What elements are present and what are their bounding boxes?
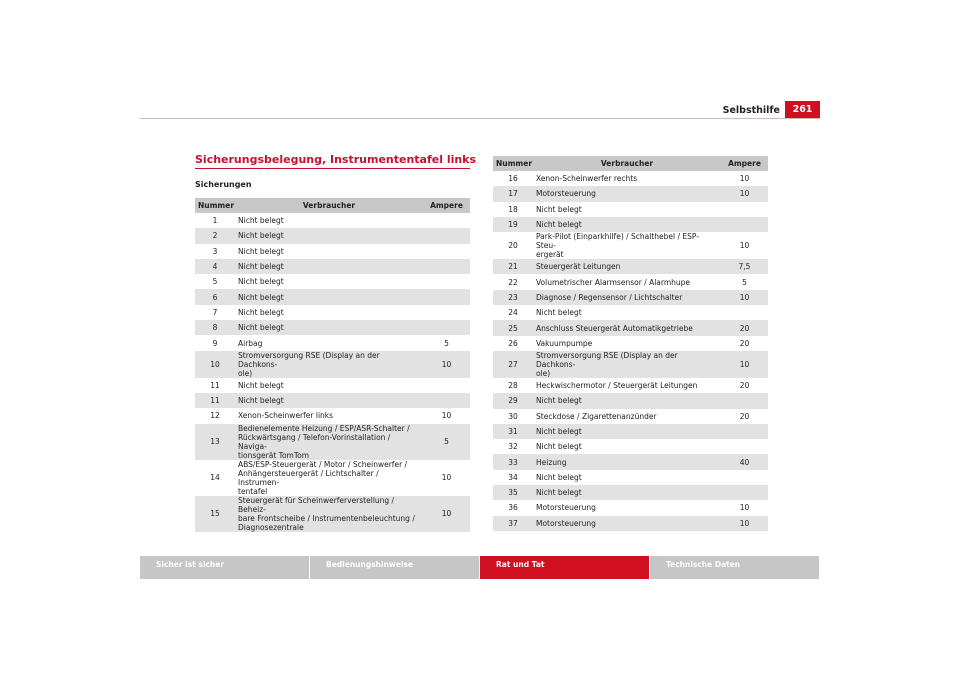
fuse-number-cell: 30 bbox=[508, 411, 518, 421]
fuse-consumer-cell: Steckdose / Zigarettenanzünder bbox=[536, 411, 657, 421]
table-row bbox=[493, 439, 768, 454]
table-row bbox=[493, 217, 768, 232]
fuse-consumer-cell: Nicht belegt bbox=[235, 393, 423, 408]
table-row bbox=[493, 290, 768, 305]
fuse-consumer-cell: Nicht belegt bbox=[238, 246, 284, 256]
fuse-consumer-cell: Stromversorgung RSE (Display an der Dachkons- ole) bbox=[235, 351, 423, 378]
fuse-number-cell: 5 bbox=[212, 277, 218, 287]
fuse-ampere-cell: 20 bbox=[739, 411, 750, 421]
fuse-consumer-cell: Volumetrischer Alarmsensor / Alarmhupe bbox=[536, 277, 691, 287]
fuse-number-cell: 1 bbox=[212, 216, 218, 226]
fuse-number-cell: 20 bbox=[508, 241, 518, 251]
fuse-ampere-cell bbox=[721, 485, 768, 500]
fuse-number-cell: 26 bbox=[508, 338, 518, 348]
fuse-consumer-cell: Vakuumpumpe bbox=[536, 338, 593, 348]
fuse-number-cell: 31 bbox=[493, 424, 533, 439]
fuse-number-cell: 34 bbox=[508, 472, 518, 482]
footer-tab-technische-daten[interactable]: Technische Daten bbox=[650, 556, 819, 579]
fuse-number-cell: 4 bbox=[195, 259, 235, 274]
table-row bbox=[195, 320, 470, 335]
fuse-ampere-cell: 10 bbox=[739, 174, 750, 184]
fuse-number-cell: 25 bbox=[493, 320, 533, 335]
fuse-consumer-cell: Nicht belegt bbox=[536, 308, 582, 318]
fuse-number-cell: 21 bbox=[493, 259, 533, 274]
fuse-consumer-cell: Nicht belegt bbox=[238, 277, 284, 287]
fuse-number-cell: 14 bbox=[210, 473, 220, 483]
table-row bbox=[493, 516, 768, 531]
fuse-consumer-cell: Xenon-Scheinwerfer rechts bbox=[536, 174, 638, 184]
fuse-ampere-cell bbox=[423, 320, 470, 335]
fuse-consumer-cell: Motorsteuerung bbox=[533, 186, 721, 201]
table-row bbox=[195, 378, 470, 393]
fuse-number-cell: 9 bbox=[212, 338, 218, 348]
fuse-ampere-cell: 10 bbox=[721, 351, 768, 378]
fuse-consumer-cell: Heizung bbox=[533, 454, 721, 469]
table-row bbox=[493, 485, 768, 500]
table-row bbox=[493, 259, 768, 274]
table-row bbox=[195, 496, 470, 532]
fuse-consumer-cell: Nicht belegt bbox=[238, 216, 284, 226]
fuse-consumer-cell: Stromversorgung RSE (Display an der Dachkons- ole) bbox=[533, 351, 721, 378]
header-rule bbox=[140, 118, 820, 119]
column-header-ampere: Ampere bbox=[423, 198, 470, 213]
fuse-number-cell: 6 bbox=[195, 289, 235, 304]
fuse-number-cell: 12 bbox=[210, 411, 220, 421]
fuse-number-cell: 2 bbox=[195, 228, 235, 243]
fuse-ampere-cell bbox=[721, 393, 768, 408]
table-row bbox=[195, 228, 470, 243]
fuse-ampere-cell bbox=[721, 305, 768, 320]
column-header-consumer: Verbraucher bbox=[533, 156, 721, 171]
fuse-ampere-cell: 10 bbox=[423, 351, 470, 378]
table-row bbox=[195, 305, 470, 320]
fuse-ampere-cell: 10 bbox=[739, 241, 750, 251]
fuse-ampere-cell bbox=[423, 378, 470, 393]
fuse-ampere-cell bbox=[423, 259, 470, 274]
table-row bbox=[195, 274, 470, 289]
page-number: 261 bbox=[785, 101, 820, 118]
table-row bbox=[195, 424, 470, 460]
fuse-number-cell: 28 bbox=[508, 381, 518, 391]
sub-heading: Sicherungen bbox=[195, 180, 252, 189]
fuse-number-cell: 8 bbox=[195, 320, 235, 335]
table-row bbox=[493, 274, 768, 289]
fuse-consumer-cell: Nicht belegt bbox=[235, 320, 423, 335]
fuse-number-cell: 16 bbox=[508, 174, 518, 184]
fuse-consumer-cell: Nicht belegt bbox=[235, 228, 423, 243]
fuse-table-body bbox=[195, 213, 470, 532]
fuse-consumer-cell: Nicht belegt bbox=[533, 217, 721, 232]
fuse-table-right bbox=[493, 156, 768, 531]
table-row bbox=[195, 460, 470, 496]
table-row bbox=[493, 171, 768, 186]
table-row bbox=[493, 305, 768, 320]
table-header-row bbox=[493, 156, 768, 171]
title-rule bbox=[195, 168, 470, 169]
footer-tab-rat-und-tat[interactable]: Rat und Tat bbox=[480, 556, 649, 579]
fuse-number-cell: 23 bbox=[493, 290, 533, 305]
fuse-consumer-cell: Diagnose / Regensensor / Lichtschalter bbox=[533, 290, 721, 305]
table-row bbox=[493, 232, 768, 259]
column-header-number: Nummer bbox=[493, 156, 533, 171]
fuse-consumer-cell: Nicht belegt bbox=[235, 259, 423, 274]
fuse-number-cell: 35 bbox=[493, 485, 533, 500]
fuse-number-cell: 7 bbox=[212, 307, 218, 317]
fuse-number-cell: 32 bbox=[508, 442, 518, 452]
table-row bbox=[195, 393, 470, 408]
table-row bbox=[493, 351, 768, 378]
fuse-consumer-cell: Park-Pilot (Einparkhilfe) / Schalthebel / ESP-Steu- ergerät bbox=[536, 232, 699, 260]
fuse-number-cell: 18 bbox=[508, 204, 518, 214]
fuse-ampere-cell: 10 bbox=[423, 496, 470, 532]
fuse-consumer-cell: Nicht belegt bbox=[533, 424, 721, 439]
fuse-number-cell: 33 bbox=[493, 454, 533, 469]
fuse-table-left bbox=[195, 198, 470, 532]
fuse-number-cell: 11 bbox=[210, 380, 220, 390]
fuse-number-cell: 24 bbox=[508, 308, 518, 318]
fuse-ampere-cell bbox=[721, 470, 768, 485]
fuse-ampere-cell: 10 bbox=[441, 473, 452, 483]
fuse-number-cell: 10 bbox=[195, 351, 235, 378]
fuse-ampere-cell: 7,5 bbox=[721, 259, 768, 274]
fuse-consumer-cell: Heckwischermotor / Steuergerät Leitungen bbox=[536, 381, 698, 391]
fuse-consumer-cell: Nicht belegt bbox=[238, 380, 284, 390]
section-title: Sicherungsbelegung, Instrumententafel links bbox=[195, 153, 477, 166]
fuse-number-cell: 13 bbox=[195, 424, 235, 460]
fuse-consumer-cell: Nicht belegt bbox=[533, 393, 721, 408]
fuse-ampere-cell bbox=[423, 393, 470, 408]
fuse-number-cell: 19 bbox=[493, 217, 533, 232]
fuse-consumer-cell: Bedienelemente Heizung / ESP/ASR-Schalter / Rückwärtsgang / Telefon-Vorinstallation / Naviga- tionsgerät TomTom bbox=[235, 424, 423, 460]
fuse-ampere-cell: 5 bbox=[742, 277, 747, 287]
table-row bbox=[195, 335, 470, 350]
fuse-consumer-cell: Nicht belegt bbox=[536, 204, 582, 214]
fuse-ampere-cell: 20 bbox=[739, 381, 750, 391]
fuse-ampere-cell: 10 bbox=[739, 503, 750, 513]
footer-tab-bedienungshinweise[interactable]: Bedienungshinweise bbox=[310, 556, 479, 579]
fuse-number-cell: 17 bbox=[493, 186, 533, 201]
fuse-consumer-cell: Steuergerät für Scheinwerferverstellung / Beheiz- bare Frontscheibe / Instrumentenbeleuchtung / Diagnosezentrale bbox=[235, 496, 423, 532]
table-header-row bbox=[195, 198, 470, 213]
fuse-number-cell: 15 bbox=[195, 496, 235, 532]
fuse-ampere-cell bbox=[721, 424, 768, 439]
fuse-consumer-cell: Nicht belegt bbox=[238, 307, 284, 317]
table-row bbox=[493, 186, 768, 201]
fuse-number-cell: 11 bbox=[195, 393, 235, 408]
fuse-consumer-cell: Motorsteuerung bbox=[533, 516, 721, 531]
fuse-number-cell: 22 bbox=[508, 277, 518, 287]
fuse-ampere-cell bbox=[423, 228, 470, 243]
fuse-ampere-cell bbox=[423, 305, 470, 320]
table-row bbox=[195, 244, 470, 259]
fuse-consumer-cell: Nicht belegt bbox=[533, 485, 721, 500]
fuse-ampere-cell bbox=[423, 289, 470, 304]
fuse-number-cell: 36 bbox=[508, 503, 518, 513]
table-row bbox=[195, 351, 470, 378]
fuse-ampere-cell bbox=[423, 244, 470, 259]
table-row bbox=[493, 424, 768, 439]
column-header-ampere: Ampere bbox=[721, 156, 768, 171]
fuse-ampere-cell: 40 bbox=[721, 454, 768, 469]
fuse-consumer-cell: Nicht belegt bbox=[235, 289, 423, 304]
fuse-number-cell: 3 bbox=[212, 246, 218, 256]
fuse-number-cell: 29 bbox=[493, 393, 533, 408]
table-row bbox=[195, 213, 470, 228]
fuse-consumer-cell: Nicht belegt bbox=[536, 442, 582, 452]
table-row bbox=[493, 320, 768, 335]
fuse-ampere-cell bbox=[721, 217, 768, 232]
fuse-consumer-cell: Motorsteuerung bbox=[536, 503, 596, 513]
table-row bbox=[195, 408, 470, 423]
column-header-consumer: Verbraucher bbox=[235, 198, 423, 213]
fuse-table-body bbox=[493, 171, 768, 531]
fuse-consumer-cell: Nicht belegt bbox=[536, 472, 582, 482]
fuse-consumer-cell: Airbag bbox=[238, 338, 263, 348]
fuse-ampere-cell bbox=[423, 274, 470, 289]
table-row bbox=[493, 409, 768, 424]
fuse-ampere-cell: 20 bbox=[721, 320, 768, 335]
fuse-consumer-cell: Xenon-Scheinwerfer links bbox=[238, 411, 334, 421]
fuse-ampere-cell bbox=[721, 439, 768, 454]
fuse-consumer-cell: Anschluss Steuergerät Automatikgetriebe bbox=[533, 320, 721, 335]
fuse-consumer-cell: ABS/ESP-Steuergerät / Motor / Scheinwerfer / Anhängersteuergerät / Lichtschalter / Instrumen- tentafel bbox=[238, 459, 408, 496]
fuse-consumer-cell: Steuergerät Leitungen bbox=[533, 259, 721, 274]
fuse-ampere-cell: 20 bbox=[739, 338, 750, 348]
table-row bbox=[493, 202, 768, 217]
table-row bbox=[195, 259, 470, 274]
table-row bbox=[493, 378, 768, 393]
fuse-ampere-cell bbox=[721, 202, 768, 217]
fuse-ampere-cell: 5 bbox=[444, 338, 449, 348]
table-row bbox=[493, 500, 768, 515]
running-title: Selbsthilfe bbox=[722, 105, 780, 116]
table-row bbox=[493, 470, 768, 485]
fuse-ampere-cell: 10 bbox=[721, 186, 768, 201]
fuse-ampere-cell: 5 bbox=[423, 424, 470, 460]
fuse-ampere-cell bbox=[423, 213, 470, 228]
fuse-number-cell: 27 bbox=[493, 351, 533, 378]
table-row bbox=[195, 289, 470, 304]
footer-tab-sicher-ist-sicher[interactable]: Sicher ist sicher bbox=[140, 556, 309, 579]
column-header-number: Nummer bbox=[195, 198, 235, 213]
fuse-ampere-cell: 10 bbox=[441, 411, 452, 421]
fuse-ampere-cell: 10 bbox=[721, 516, 768, 531]
table-row bbox=[493, 393, 768, 408]
table-row bbox=[493, 336, 768, 351]
fuse-ampere-cell: 10 bbox=[721, 290, 768, 305]
table-row bbox=[493, 454, 768, 469]
fuse-number-cell: 37 bbox=[493, 516, 533, 531]
